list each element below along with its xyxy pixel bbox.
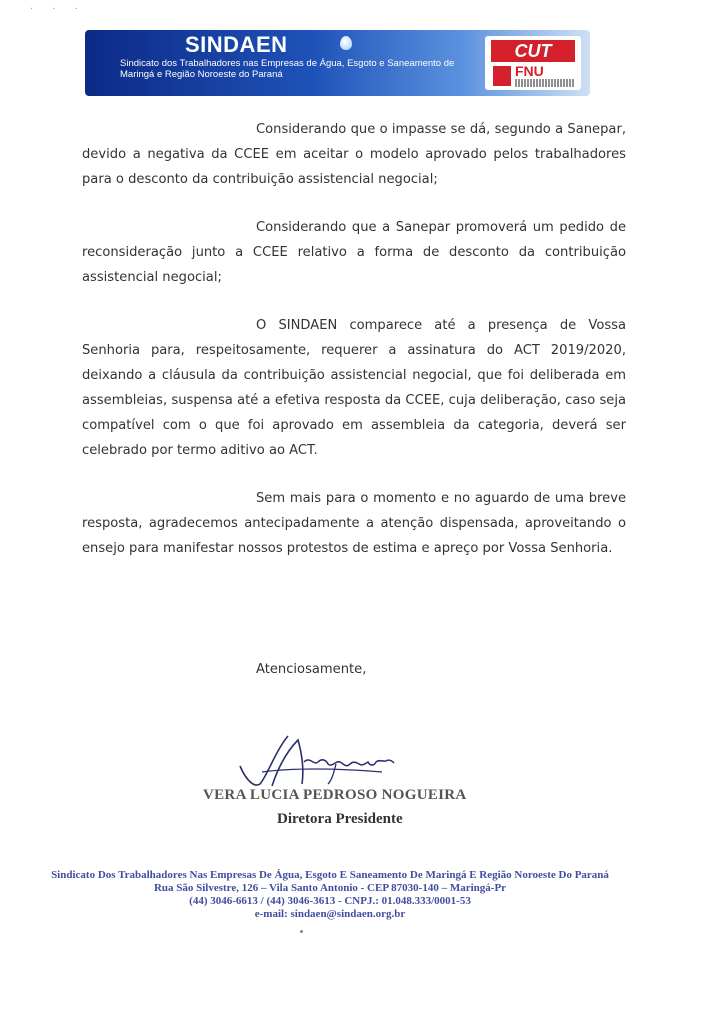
fnu-logo-icon [493,66,511,86]
org-full-name: Sindicato dos Trabalhadores nas Empresas de Água, Esgoto e Saneamento de Maringá e Região Noroeste do Paraná [120,58,455,80]
signer-title: Diretora Presidente [277,811,403,827]
paragraph-text: Sem mais para o momento e no aguardo de uma breve resposta, agradecemos antecipadamente a atenção dispensada, aproveitando o ensejo para manifestar nossos protestos de estima e apreço por Vossa Senhoria. [82,491,626,556]
fnu-tagline-mark [515,79,575,87]
paragraph-1 [82,117,626,192]
footer-org-name: Sindicato Dos Trabalhadores Nas Empresas De Água, Esgoto E Saneamento De Maringá E Região Noroeste Do Paraná [51,869,609,881]
letterhead-banner [85,30,590,96]
signer-name: VERA LUCIA PEDROSO NOGUEIRA [203,787,467,803]
scan-artifact: · · · [30,4,86,15]
paragraph-text: O SINDAEN comparece até a presença de Vossa Senhoria para, respeitosamente, requerer a assinatura do ACT 2019/2020, deixando a cláusula da contribuição assistencial negocial, que foi deliberada em assembleias, suspensa até a efetiva resposta da CCEE, cuja deliberação, caso seja compatível com o que foi aprovado em assembleia da categoria, deverá ser celebrado por termo aditivo ao ACT. [82,318,626,458]
footer-address: Rua São Silvestre, 126 – Vila Santo Antonio - CEP 87030-140 – Maringá-Pr [153,882,507,894]
org-short-name: SINDAEN [185,32,288,57]
water-drop-icon [340,36,352,50]
paragraph-4 [82,486,626,561]
paragraph-3 [82,313,626,463]
footer-phone-cnpj: (44) 3046-6613 / (44) 3046-3613 - CNPJ.: 01.048.333/0001-53 [189,895,471,907]
scan-artifact [300,930,303,933]
fnu-logo: FNU [515,63,544,79]
letter-footer [30,869,630,921]
paragraph-text: Considerando que a Sanepar promoverá um pedido de reconsideração junto a CCEE relativo a forma de desconto da contribuição assistencial negocial; [82,220,626,285]
cut-logo: CUT [491,40,575,62]
footer-email: e-mail: sindaen@sindaen.org.br [254,908,406,920]
paragraph-2 [82,215,626,290]
closing-salutation: Atenciosamente, [256,662,367,677]
union-logos [485,36,581,90]
paragraph-text: Considerando que o impasse se dá, segundo a Sanepar, devido a negativa da CCEE em aceitar o modelo aprovado pelos trabalhadores para o desconto da contribuição assistencial negocial; [82,122,626,187]
